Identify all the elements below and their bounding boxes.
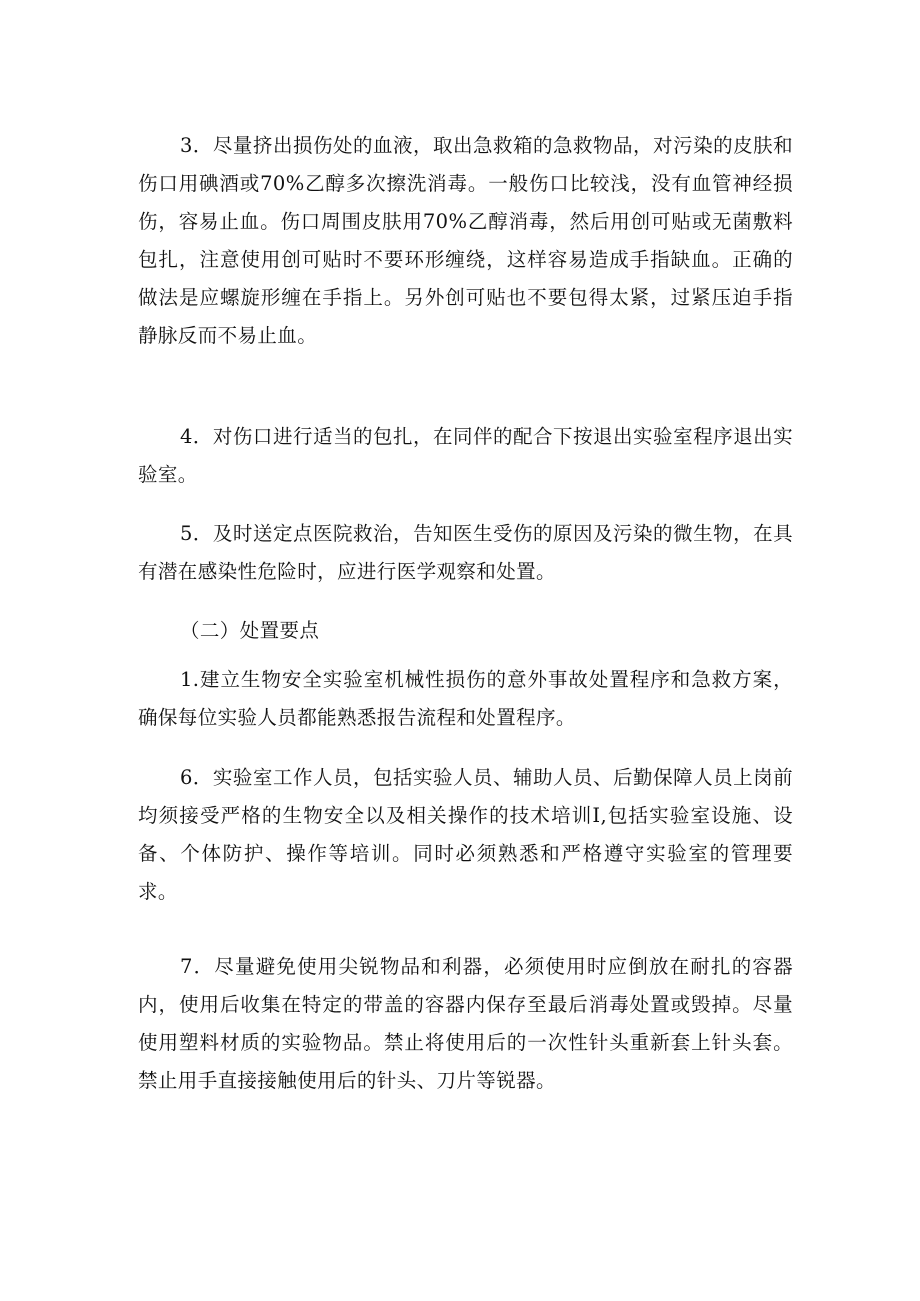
- paragraph-point-6: 6．实验室工作人员，包括实验人员、辅助人员、后勤保障人员上岗前均须接受严格的生物安全以及相关操作的技术培训I,包括实验室设施、设备、个体防护、操作等培训。同时必须熟悉和严格遵守实验室的管理要求。: [138, 766, 793, 903]
- section-heading: （二）处置要点: [180, 619, 320, 642]
- paragraph-step-3: 3．尽量挤出损伤处的血液，取出急救箱的急救物品，对污染的皮肤和伤口用碘酒或70%乙醇多次擦洗消毒。一般伤口比较浅，没有血管神经损伤，容易止血。伤口周围皮肤用70%乙醇消毒，然后用创可贴或无菌敷料包扎，注意使用创可贴时不要环形缠绕，这样容易造成手指缺血。正确的做法是应螺旋形缠在手指上。另外创可贴也不要包得太紧，过紧压迫手指静脉反而不易止血。: [138, 134, 793, 347]
- paragraph-point-7: 7．尽量避免使用尖锐物品和利器，必须使用时应倒放在耐扎的容器内，使用后收集在特定的带盖的容器内保存至最后消毒处置或毁掉。尽量使用塑料材质的实验物品。禁止将使用后的一次性针头重新套上针头套。禁止用手直接接触使用后的针头、刀片等锐器。: [138, 955, 793, 1092]
- paragraph-step-5: 5．及时送定点医院救治，告知医生受伤的原因及污染的微生物，在具有潜在感染性危险时，应进行医学观察和处置。: [138, 522, 793, 583]
- paragraph-step-4: 4．对伤口进行适当的包扎，在同伴的配合下按退出实验室程序退出实验室。: [138, 425, 793, 486]
- paragraph-point-1: 1.建立生物安全实验室机械性损伤的意外事故处置程序和急救方案，确保每位实验人员都能熟悉报告流程和处置程序。: [138, 668, 793, 729]
